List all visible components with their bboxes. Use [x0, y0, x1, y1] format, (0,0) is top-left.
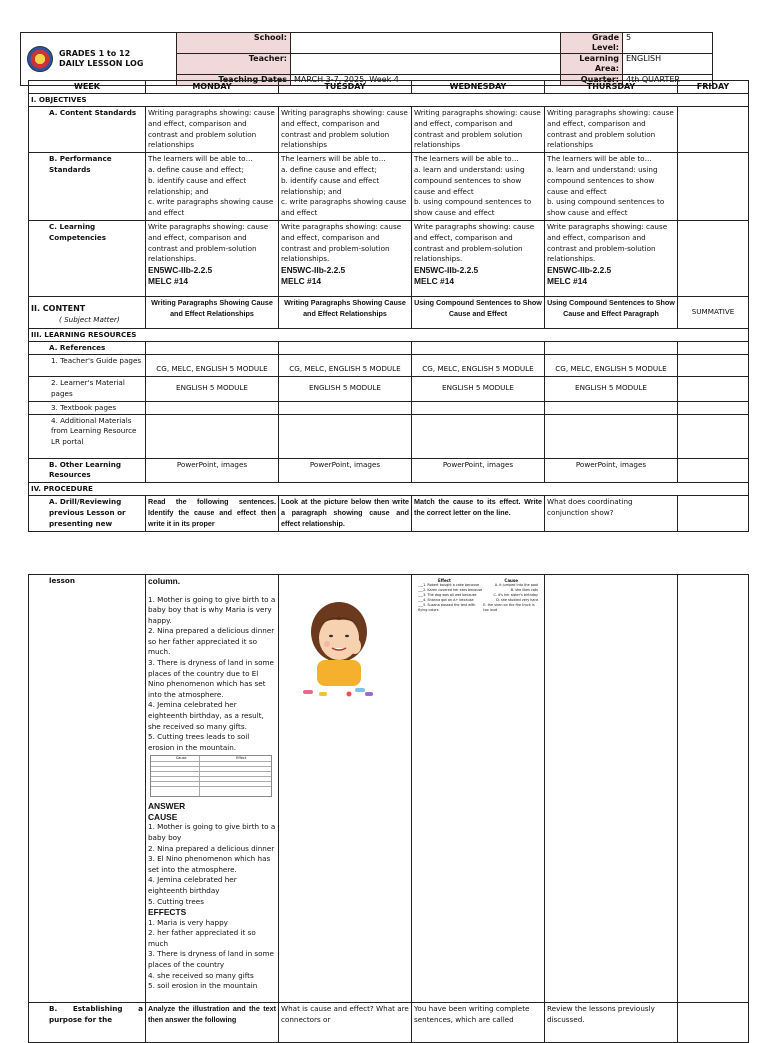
- content-mon: Writing Paragraphs Showing Cause and Effect Relationships: [146, 296, 279, 328]
- competency-text: Write paragraphs showing: cause and effect, comparison and contrast and problem-solution relationships.: [547, 221, 668, 264]
- tg-thu: CG, MELC, ENGLISH 5 MODULE: [545, 354, 678, 376]
- competency-code: EN5WC-IIb-2.2.5: [547, 265, 612, 276]
- add-fri: [678, 414, 749, 458]
- quarter-value: 4th QUARTER: [623, 75, 713, 86]
- other-thu: PowerPoint, images: [545, 458, 678, 483]
- lm-fri: [678, 376, 749, 401]
- competency-tue: [279, 220, 412, 296]
- performance-wed: The learners will be able to… a. learn and understand: using compound sentences to show cause and effect b. using compound sentences to show cause and effect: [412, 153, 545, 221]
- tb-tue: [279, 401, 412, 414]
- drill-mon-cont: [146, 575, 279, 1003]
- other-tue: PowerPoint, images: [279, 458, 412, 483]
- match-cause-e: E. the siren on the fire truck is too loud: [483, 603, 535, 612]
- cause-4: 4. Jemina celebrated her eighteenth birthday: [148, 875, 237, 895]
- effect-4: 4. she received so many gifts: [148, 970, 254, 980]
- tg-label: 1. Teacher's Guide pages: [29, 354, 146, 376]
- establish-tue: What is cause and effect? What are connectors or: [279, 1003, 412, 1043]
- ref-fri: [678, 341, 749, 354]
- match-effect-1: ___1. Robert bought a cake because: [418, 583, 480, 587]
- establish-mon: Analyze the illustration and the text then answer the following: [146, 1003, 279, 1043]
- lesson-log-table-continued: [28, 574, 749, 1043]
- competency-text: Write paragraphs showing: cause and effect, comparison and contrast and problem-solution relationships.: [414, 221, 535, 264]
- cause-5: 5. Cutting trees: [148, 896, 204, 906]
- add-mon: [146, 414, 279, 458]
- lesson-log-table: [28, 80, 749, 532]
- match-cause-c: C. it's her sister's birthday: [493, 593, 538, 597]
- performance-tue: The learners will be able to… a. define cause and effect; b. identify cause and effect relationship; and c. write paragraphs showing cause and effect: [279, 153, 412, 221]
- effects-label: EFFECTS: [148, 907, 187, 918]
- lm-mon: ENGLISH 5 MODULE: [146, 376, 279, 401]
- lm-wed: ENGLISH 5 MODULE: [412, 376, 545, 401]
- content-sublabel: ( Subject Matter): [59, 314, 120, 324]
- effect-3: 3. There is dryness of land in some places of the country: [148, 949, 274, 970]
- lm-thu: ENGLISH 5 MODULE: [545, 376, 678, 401]
- lm-label: 2. Learner's Material pages: [29, 376, 146, 401]
- teacher-label: Teacher:: [177, 54, 291, 75]
- additional-label: 4. Additional Materials from Learning Resource LR portal: [29, 414, 146, 458]
- tg-wed: CG, MELC, ENGLISH 5 MODULE: [412, 354, 545, 376]
- tb-wed: [412, 401, 545, 414]
- ref-wed: [412, 341, 545, 354]
- content-thu: Using Compound Sentences to Show Cause and Effect Paragraph: [545, 296, 678, 328]
- tb-thu: [545, 401, 678, 414]
- cause-label: CAUSE: [148, 811, 178, 822]
- col-wednesday: WEDNESDAY: [412, 81, 545, 94]
- match-head-effect: Effect: [438, 578, 451, 583]
- col-thursday: THURSDAY: [545, 81, 678, 94]
- content-label: II. CONTENT: [31, 303, 86, 313]
- teacher-value: [291, 54, 561, 75]
- drill-wed: Match the cause to its effect. Write the correct letter on the line.: [412, 496, 545, 531]
- sentence-1: 1. Mother is going to give birth to a baby boy that is why Maria is very happy.: [148, 594, 276, 625]
- ref-thu: [545, 341, 678, 354]
- tg-mon: CG, MELC, ENGLISH 5 MODULE: [146, 354, 279, 376]
- performance-mon: The learners will be able to… a. define cause and effect; b. identify cause and effect relationship; and c. write paragraphs showing cause and effect: [146, 153, 279, 221]
- ref-mon: [146, 341, 279, 354]
- content-fri: SUMMATIVE: [678, 296, 749, 328]
- logo-line2: DAILY LESSON LOG: [59, 59, 144, 68]
- drill-fri-cont: [678, 575, 749, 1003]
- references-label: A. References: [29, 341, 146, 354]
- competency-melc: MELC #14: [148, 275, 189, 286]
- competency-code: EN5WC-IIb-2.2.5: [148, 265, 213, 276]
- header-table: [20, 32, 713, 86]
- match-effect-2: ___2. Karen covered her ears because: [418, 588, 483, 592]
- content-standard-fri: [678, 107, 749, 153]
- competency-fri: [678, 220, 749, 296]
- content-standard-mon: Writing paragraphs showing: cause and effect, comparison and contrast and problem solution relationships: [146, 107, 279, 153]
- effect-5: 5. soil erosion in the mountain: [148, 981, 258, 991]
- competency-text: Write paragraphs showing: cause and effect, comparison and contrast and problem-solution relationships.: [281, 221, 402, 264]
- competency-thu: [545, 220, 678, 296]
- mini-cause-header: Cause: [175, 756, 187, 761]
- drill-thu-cont: [545, 575, 678, 1003]
- col-tuesday: TUESDAY: [279, 81, 412, 94]
- sentence-5: 5. Cutting trees leads to soil erosion in the mountain.: [148, 732, 250, 752]
- drill-mon-cont-text: column.: [148, 576, 181, 586]
- competency-code: EN5WC-IIb-2.2.5: [414, 265, 479, 276]
- drill-mon: Read the following sentences. Identify the cause and effect then write it in its proper: [146, 496, 279, 531]
- match-head-cause: Cause: [504, 578, 518, 583]
- match-cause-a: A. it jumped into the pool: [494, 583, 538, 587]
- content-standard-thu: Writing paragraphs showing: cause and effect, comparison and contrast and problem solution relationships: [545, 107, 678, 153]
- area-label: Learning Area:: [561, 54, 623, 75]
- lm-tue: ENGLISH 5 MODULE: [279, 376, 412, 401]
- drill-thu: What does coordinating conjunction show?: [545, 496, 678, 531]
- mini-effect-header: Effect: [236, 756, 247, 761]
- logo-cell: [21, 33, 177, 86]
- drill-label: A. Drill/Reviewing previous Lesson or presenting new: [29, 496, 146, 531]
- grade-label: Grade Level:: [561, 33, 623, 54]
- competency-melc: MELC #14: [414, 275, 455, 286]
- performance-thu: The learners will be able to… a. learn and understand: using compound sentences to show cause and effect b. using compound sentences to show cause and effect: [545, 153, 678, 221]
- other-resources-label: B. Other Learning Resources: [29, 458, 146, 483]
- other-wed: PowerPoint, images: [412, 458, 545, 483]
- school-value: [291, 33, 561, 54]
- competency-mon: [146, 220, 279, 296]
- content-standards-label: A. Content Standards: [29, 107, 146, 153]
- add-thu: [545, 414, 678, 458]
- girl-toothache-illustration: [299, 594, 379, 704]
- cause-1: 1. Mother is going to give birth to a baby boy: [148, 822, 276, 842]
- competency-code: EN5WC-IIb-2.2.5: [281, 265, 346, 276]
- deped-seal-icon: [27, 46, 53, 72]
- establish-label: B. Establishing a purpose for the: [29, 1003, 146, 1043]
- answer-label: ANSWER: [148, 801, 186, 812]
- area-value: ENGLISH: [623, 54, 713, 75]
- content-label-cell: [29, 296, 146, 328]
- match-row: [418, 603, 538, 613]
- quarter-label: Quarter:: [561, 75, 623, 86]
- drill-tue-cont: [279, 575, 412, 1003]
- cause-effect-mini-table: [150, 755, 272, 797]
- competency-text: Write paragraphs showing: cause and effect, comparison and contrast and problem-solution relationships.: [148, 221, 269, 264]
- tg-fri: [678, 354, 749, 376]
- establish-thu: Review the lessons previously discussed.: [545, 1003, 678, 1043]
- competency-melc: MELC #14: [281, 275, 322, 286]
- other-mon: PowerPoint, images: [146, 458, 279, 483]
- content-wed: Using Compound Sentences to Show Cause and Effect: [412, 296, 545, 328]
- cause-3: 3. El Nino phenomenon which has set into the atmosphere.: [148, 854, 271, 874]
- grade-value: 5: [623, 33, 713, 54]
- sentence-3: 3. There is dryness of land in some places of the country due to El Nino phenomenon which has set into the atmosphere.: [148, 658, 274, 699]
- drill-tue: Look at the picture below then write a paragraph showing cause and effect relationship.: [279, 496, 412, 531]
- other-fri: [678, 458, 749, 483]
- resources-title: III. LEARNING RESOURCES: [29, 328, 749, 341]
- textbook-label: 3. Textbook pages: [29, 401, 146, 414]
- procedure-title: IV. PROCEDURE: [29, 483, 749, 496]
- school-label: School:: [177, 33, 291, 54]
- sentence-4: 4. Jemina celebrated her eighteenth birthday, as a result, she received so many gifts.: [148, 700, 264, 731]
- col-friday: FRIDAY: [678, 81, 749, 94]
- match-effect-5: ___5. Susana passed the test with flying colors: [418, 603, 476, 612]
- cause-2: 2. Nina prepared a delicious dinner: [148, 843, 275, 853]
- content-standard-tue: Writing paragraphs showing: cause and effect, comparison and contrast and problem solution relationships: [279, 107, 412, 153]
- competency-wed: [412, 220, 545, 296]
- tb-fri: [678, 401, 749, 414]
- dates-label: Teaching Dates: [177, 75, 291, 86]
- tg-tue: CG, MELC, ENGLISH 5 MODULE: [279, 354, 412, 376]
- match-effect-3: ___3. The dog was all wet because: [418, 593, 477, 597]
- logo-line1: GRADES 1 to 12: [59, 49, 131, 58]
- competencies-label: C. Learning Competencies: [29, 220, 146, 296]
- ref-tue: [279, 341, 412, 354]
- competency-melc: MELC #14: [547, 275, 588, 286]
- tb-mon: [146, 401, 279, 414]
- add-tue: [279, 414, 412, 458]
- drill-label-cont: lesson: [29, 575, 146, 1003]
- performance-standards-label: B. Performance Standards: [29, 153, 146, 221]
- drill-wed-cont: [412, 575, 545, 1003]
- sentence-2: 2. Nina prepared a delicious dinner so her father appreciated it so much.: [148, 626, 275, 657]
- objectives-title: I. OBJECTIVES: [29, 94, 749, 107]
- drill-fri: [678, 496, 749, 531]
- establish-wed: You have been writing complete sentences, which are called: [412, 1003, 545, 1043]
- content-standard-wed: Writing paragraphs showing: cause and effect, comparison and contrast and problem solution relationships: [412, 107, 545, 153]
- effect-2: 2. her father appreciated it so much: [148, 928, 256, 948]
- performance-fri: [678, 153, 749, 221]
- dates-value: MARCH 3-7, 2025, Week 4: [291, 75, 561, 86]
- match-cause-effect-worksheet: [412, 575, 544, 616]
- match-effect-4: ___4. Shanna got an A+ because: [418, 598, 474, 602]
- col-monday: MONDAY: [146, 81, 279, 94]
- match-cause-b: B. she likes cats: [510, 588, 538, 592]
- match-cause-d: D. she studied very hard: [496, 598, 538, 602]
- content-tue: Writing Paragraphs Showing Cause and Effect Relationships: [279, 296, 412, 328]
- effect-1: 1. Maria is very happy: [148, 917, 228, 927]
- add-wed: [412, 414, 545, 458]
- establish-fri: [678, 1003, 749, 1043]
- col-week: WEEK: [29, 81, 146, 94]
